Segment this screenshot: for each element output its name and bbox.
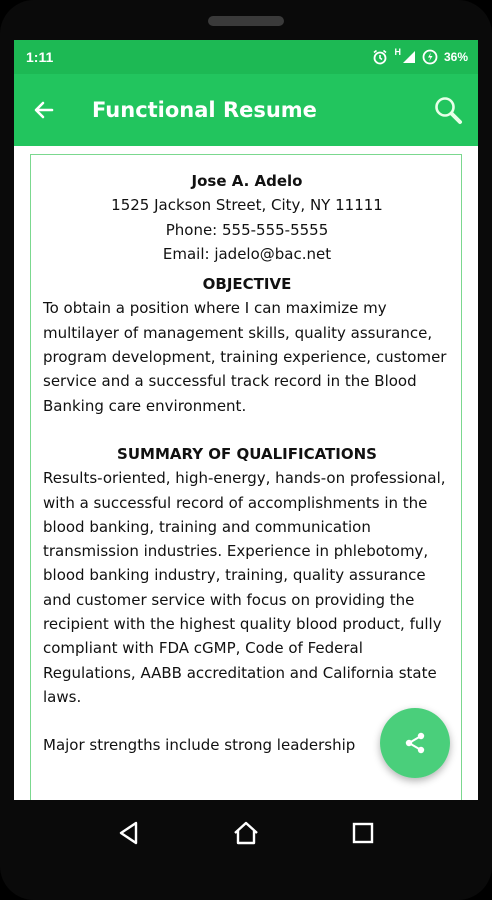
recents-square-icon bbox=[352, 822, 374, 844]
nav-home-button[interactable] bbox=[221, 808, 271, 858]
share-icon bbox=[402, 730, 428, 756]
strengths-text: Major strengths include strong leadership bbox=[43, 736, 356, 755]
battery-saver-icon bbox=[422, 49, 438, 65]
nav-back-button[interactable] bbox=[104, 808, 154, 858]
objective-heading: OBJECTIVE bbox=[202, 275, 292, 294]
share-fab-button[interactable] bbox=[380, 708, 450, 778]
section-spacer bbox=[43, 418, 451, 442]
resume-document bbox=[30, 154, 462, 800]
resume-phone: Phone: 555-555-5555 bbox=[165, 220, 329, 239]
nav-recents-button[interactable] bbox=[338, 808, 388, 858]
summary-text: Results-oriented, high-energy, hands-on professional, with a successful record of accomplishments in the blood banking, training and communication transmission industries. Experience in phlebotomy, blood banking industry, training, quality assurance and customer service with focus on providing the recipient with the highest quality blood product, fully compliant with FDA cGMP, Code of Federal Regulations, AABB accreditation and California state laws. bbox=[43, 469, 446, 706]
network-type-label: H bbox=[394, 47, 401, 57]
resume-address: 1525 Jackson Street, City, NY 11111 bbox=[111, 196, 383, 215]
search-icon bbox=[433, 95, 463, 125]
resume-name: Jose A. Adelo bbox=[191, 172, 303, 190]
battery-percent: 36% bbox=[443, 50, 468, 64]
summary-heading: SUMMARY OF QUALIFICATIONS bbox=[117, 444, 377, 463]
screen bbox=[14, 40, 478, 800]
signal-icon bbox=[394, 47, 416, 64]
system-nav-bar bbox=[0, 800, 492, 866]
home-icon bbox=[232, 819, 260, 847]
back-button[interactable] bbox=[14, 74, 74, 146]
page-title: Functional Resume bbox=[92, 98, 317, 122]
status-time: 1:11 bbox=[26, 49, 54, 65]
objective-text: To obtain a position where I can maximize my multilayer of management skills, quality assurance, program development, training experience, customer service and a successful track record in the Blood Banking care environment. bbox=[43, 299, 447, 415]
back-arrow-icon bbox=[32, 98, 56, 122]
earpiece-speaker bbox=[208, 16, 284, 26]
back-triangle-icon bbox=[116, 820, 142, 846]
app-bar bbox=[14, 74, 478, 146]
alarm-icon bbox=[372, 49, 388, 65]
search-button[interactable] bbox=[418, 74, 478, 146]
status-bar bbox=[14, 40, 478, 74]
resume-email: Email: jadelo@bac.net bbox=[162, 244, 332, 263]
status-icons bbox=[372, 49, 468, 65]
